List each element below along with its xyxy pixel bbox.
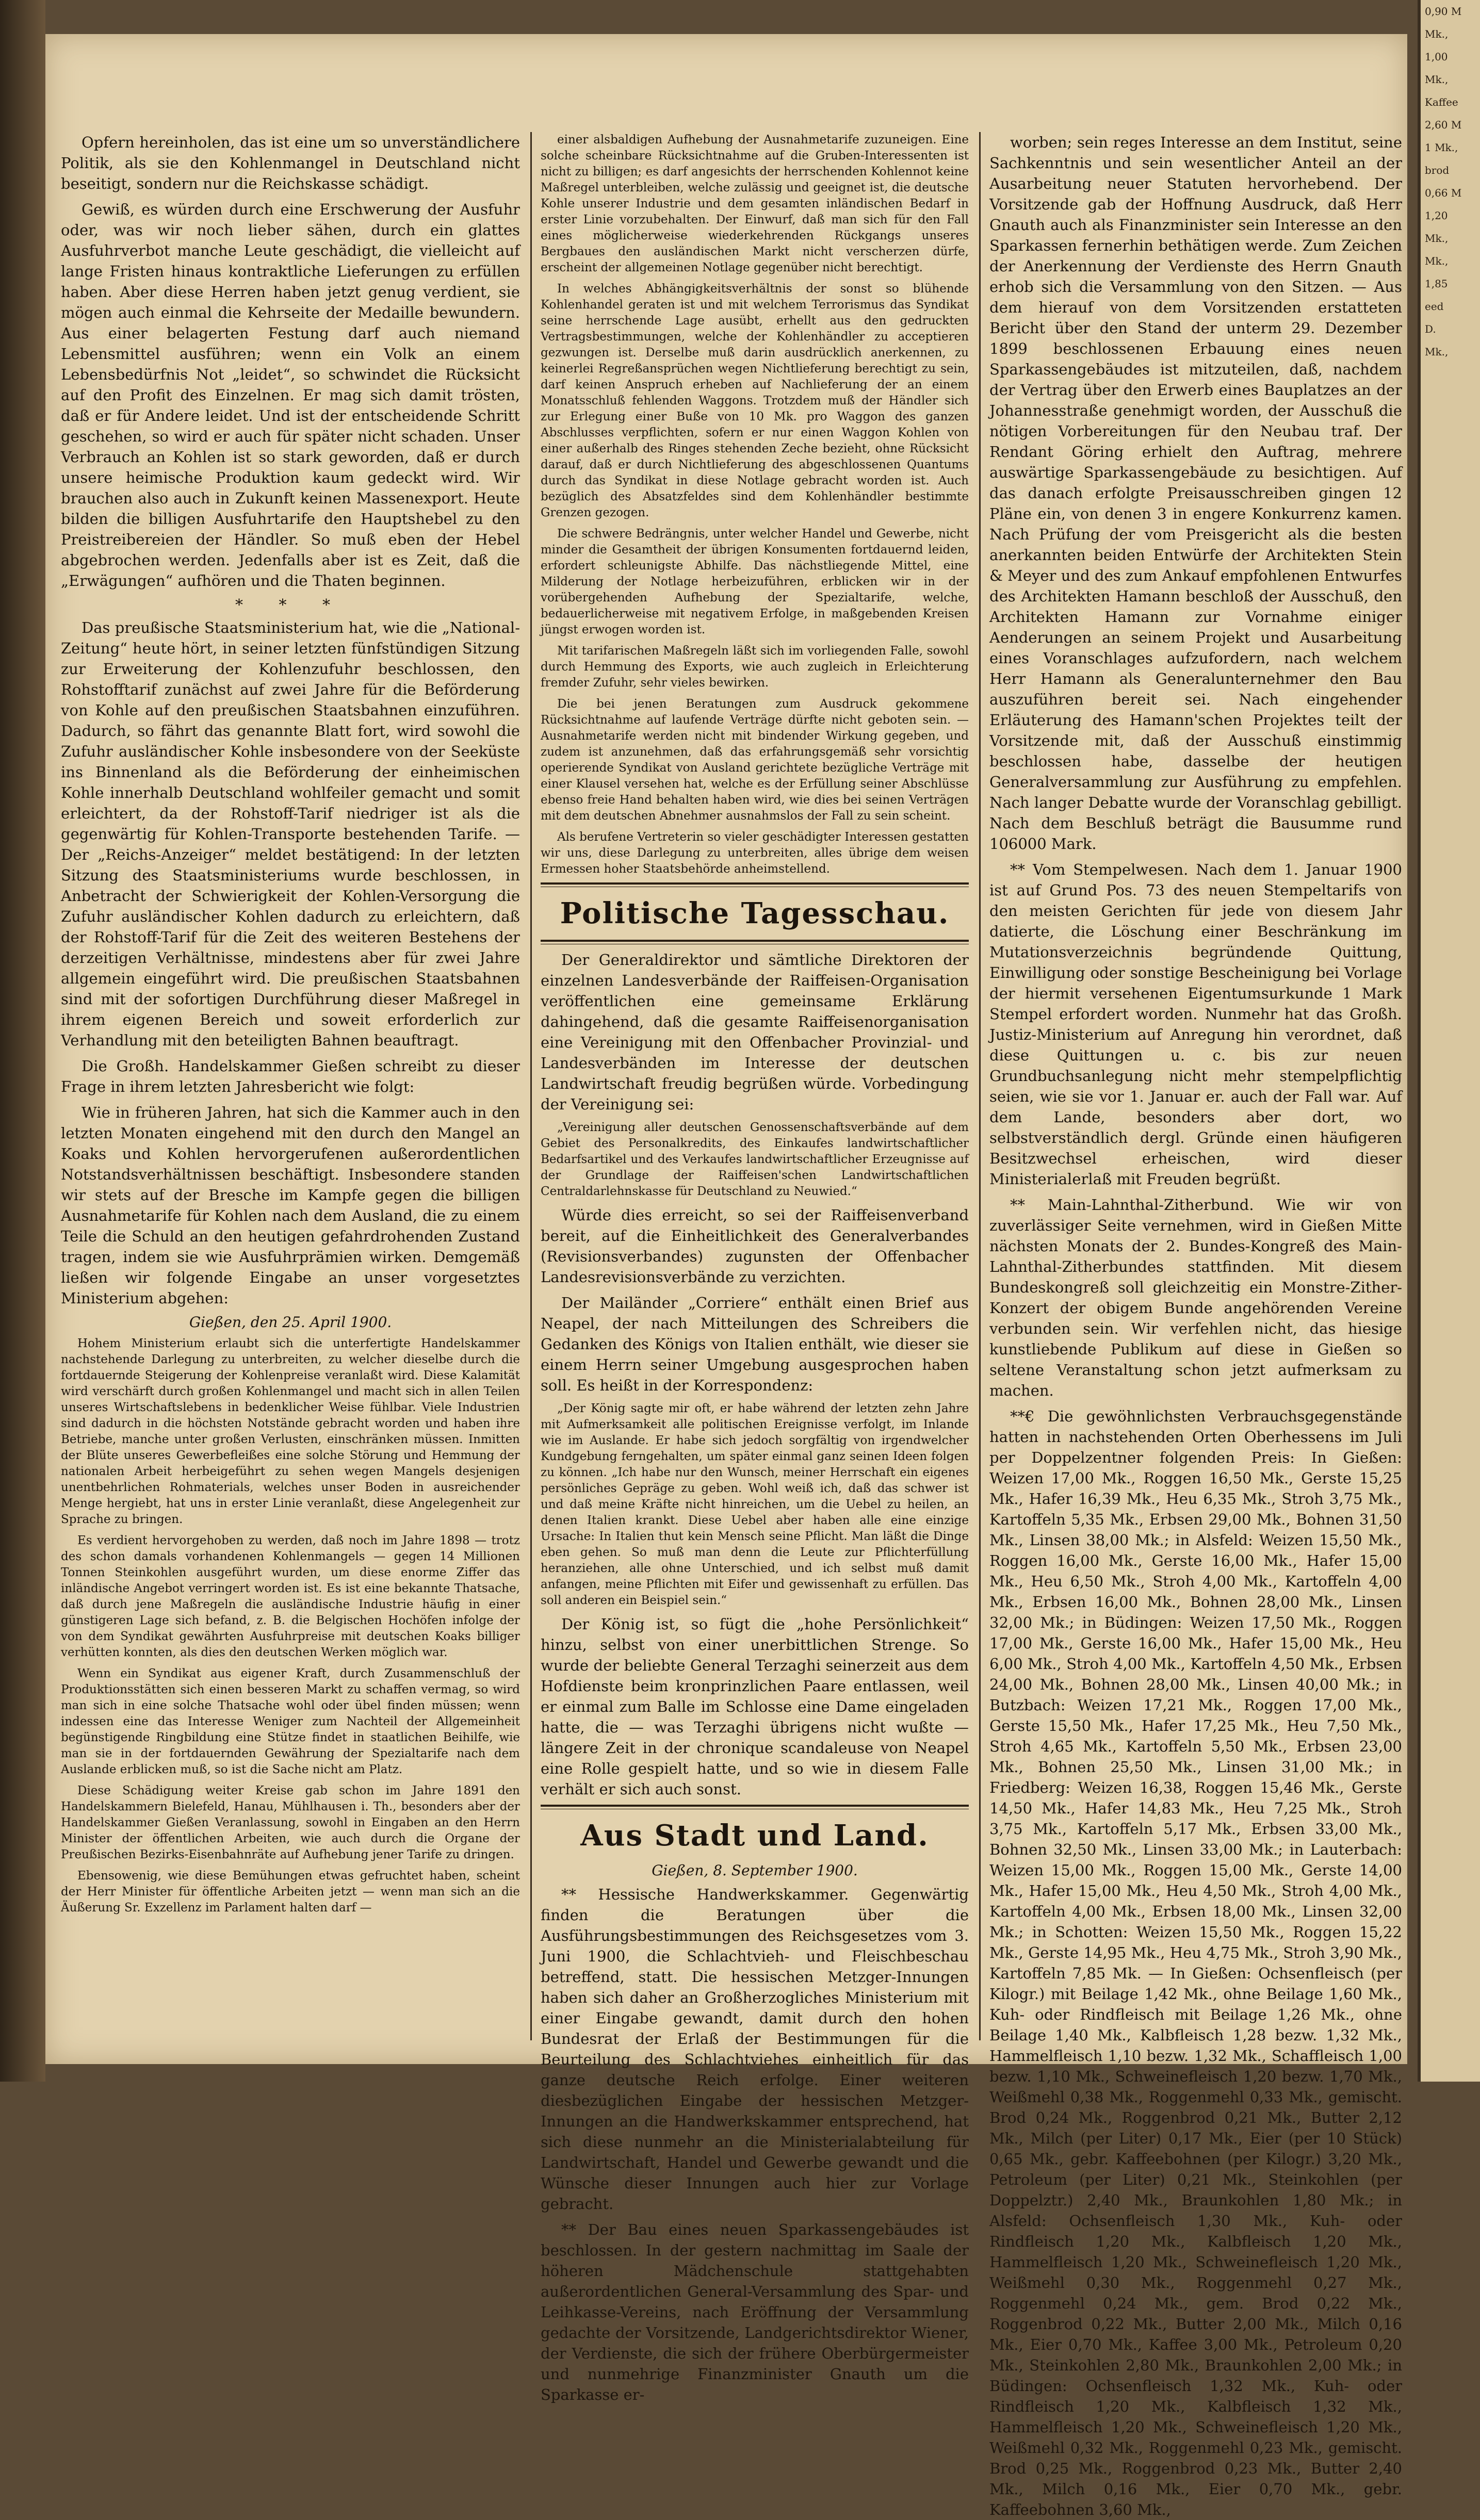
adjacent-page-edge [1418, 0, 1480, 2082]
article-paragraph: ** Hessische Handwerkskammer. Gegenwärtig finden die Beratungen über die Ausführungsbestimmungen des Reichsgesetzes vom 3. Juni 1900, die Schlachtvieh- und Fleischbeschau betreffend, statt. Die hessischen Metzger-Innungen haben sich daher an Großherzogliches Ministerium mit einer Eingabe gewandt, damit durch den hohen Bundesrat der Erlaß der Bestimmungen für die Beurteilung des Schlachtviehes einheitlich für das ganze deutsche Reich erfolge. Einer weiteren diesbezüglichen Eingabe der hessischen Metzger-Innungen an die Handwerkskammer entsprechend, hat sich diese nunmehr an die Ministerialabteilung für Landwirtschaft, Handel und Gewerbe gewandt und die Wünsche dieser Innungen auch hier zur Vorlage gebracht. [541, 1886, 969, 2213]
adjacent-page-fragment: 2,60 M [1425, 119, 1462, 131]
article-paragraph: Das preußische Staatsministerium hat, wie die „National-Zeitung“ heute hört, in seiner letzten fünfstündigen Sitzung zur Erweiterung der Kohlenzufuhr beschlossen, den Rohstofftarif zunächst auf zwei Jahre für die Beförderung von Kohle auf den preußischen Staatsbahnen einzuführen. Dadurch, so fährt das genannte Blatt fort, wird sowohl die Zufuhr ausländischer Kohle insbesondere von der Seeküste ins Binnenland als die Beförderung der einheimischen Kohle innerhalb Deutschland wohlfeiler gemacht und somit erleichtert, da der Rohstoff-Tarif niedriger ist als die gegenwärtig für Kohlen-Transporte bestehenden Tarife. — Der „Reichs-Anzeiger“ meldet bestätigend: In der letzten Sitzung des Staatsministeriums wurde beschlossen, in Anbetracht der Schwierigkeit der Kohlen-Versorgung die Zufuhr ausländischer Kohlen dadurch zu erleichtern, daß der Rohstoff-Tarif für die Zeit des weiteren Bestehens der derzeitigen Verhältnisse, mindestens aber für zwei Jahre allgemein eingeführt wird. Die preußischen Staatsbahnen sind mit der sofortigen Durchführung dieser Maßregel in ihrem eigenen Bereich und soweit erforderlich zur Verhandlung mit den beteiligten Bahnen beauftragt. [61, 619, 520, 1049]
adjacent-page-fragment: Kaffee [1425, 96, 1458, 108]
newspaper-page [45, 34, 1407, 2518]
adjacent-page-fragment: Mk., [1425, 232, 1449, 244]
article-paragraph: worben; sein reges Interesse an dem Institut, seine Sachkenntnis und sein wesentlicher Anteil an der Ausarbeitung neuer Statuten hervorhebend. Der Vorsitzende gab der Hoffnung Ausdruck, daß Herr Gnauth auch als Finanzminister sein Interesse an den Sparkassen fernerhin bethätigen werde. Zum Zeichen der Anerkennung der Verdienste des Herrn Gnauth erhob sich die Versammlung von den Sitzen. — Aus dem hierauf von dem Vorsitzenden erstatteten Bericht über den Stand der unterm 29. Dezember 1899 beschlossenen Erbauung eines neuen Sparkassengebäudes ist mitzuteilen, daß, nachdem der Vertrag über den Erwerb eines Bauplatzes an der Johannesstraße genehmigt worden, der Ausschuß die nötigen Vorbereitungen für den Neubau traf. Der Rendant Göring erhielt den Auftrag, mehrere auswärtige Sparkassengebäude zu besichtigen. Auf das danach erfolgte Preisausschreiben gingen 12 Pläne ein, von denen 3 in engere Konkurrenz kamen. Nach Prüfung der vom Preisgericht als die besten anerkannten beiden Entwürfe der Architekten Stein & Meyer und des zum Ankauf empfohlenen Entwurfes des Architekten Hamann beschloß der Ausschuß, den Architekten Hamann zur Vornahme einiger Aenderungen an seinem Projekt und Ausarbeitung eines Voranschlages aufzufordern, nach welchem Herr Hamann als Generalunternehmer den Bau auszuführen bereit sei. Nach eingehender Erläuterung des Hamann'schen Projektes teilt der Vorsitzende mit, daß der Ausschuß einstimmig beschlossen habe, dasselbe der heutigen Generalversammlung zur Ausführung zu empfehlen. Nach langer Debatte wurde der Voranschlag gebilligt. Nach dem Beschluß beträgt die Bausumme rund 106000 Mark. [989, 134, 1402, 853]
article-paragraph: Die Großh. Handelskammer Gießen schreibt zu dieser Frage in ihrem letzten Jahresbericht wie folgt: [61, 1057, 520, 1095]
adjacent-page-fragment: D. [1425, 323, 1436, 335]
article-paragraph: Es verdient hervorgehoben zu werden, daß noch im Jahre 1898 — trotz des schon damals vorhandenen Kohlenmangels — gegen 14 Millionen Tonnen Steinkohlen ausgeführt wurden, um diese enorme Ziffer das inländische Angebot verringert worden ist. Es ist eine bekannte Thatsache, daß durch jene Maßregeln die ausländische Industrie häufig in einer günstigeren Lage sich befand, z. B. die Belgischen Hochöfen infolge der von dem Syndikat gewährten Ausfuhrpreise mit deutschen Koaks billiger verhütten konnten, als dies den deutschen Werken möglich war. [61, 1534, 520, 1659]
column-2 [541, 132, 969, 2403]
article-paragraph: einer alsbaldigen Aufhebung der Ausnahmetarife zuzuneigen. Eine solche scheinbare Rücksichtnahme auf die Gruben-Interessenten ist nicht zu billigen; es darf angesichts der herrschenden Kohlennot keine Maßregel unterbleiben, welche zulässig und geeignet ist, die deutsche Kohle unserer Industrie und dem gesamten inländischen Bedarf in erster Linie vorzubehalten. Der Einwurf, daß man sich für den Fall eines möglicherweise wiederkehrenden Rückgangs unseres Bergbaues den ausländischen Markt nicht verscherzen dürfe, erscheint der allgemeinen Notlage gegenüber nicht berechtigt. [541, 133, 969, 274]
left-binding-edge [0, 0, 45, 2082]
article-paragraph: Als berufene Vertreterin so vieler geschädigter Interessen gestatten wir uns, diese Darlegung zu unterbreiten, alles übrige dem weisen Ermessen hoher Staatsbehörde anheimstellend. [541, 830, 969, 876]
article-paragraph: In welches Abhängigkeitsverhältnis der sonst so blühende Kohlenhandel geraten ist und mit welchem Terrorismus das Syndikat seine herrschende Lage ausübt, erhellt aus den gedruckten Vertragsbestimmungen, welche der Kohlenhändler zu acceptieren gezwungen ist. Derselbe muß darin ausdrücklich anerkennen, zu keinerlei Regreßansprüchen wegen Nichtlieferung berechtigt zu sein, darf keinen Anspruch erheben auf Nachlieferung der an einem Monatsschluß fehlenden Waggons. Trotzdem muß der Händler sich zur Erlegung einer Buße von 10 Mk. pro Waggon des ganzen Abschlusses verpflichten, sofern er nur einen Waggon Kohlen von einer außerhalb des Ringes stehenden Zeche bezieht, ohne Rücksicht darauf, daß er durch Nichtlieferung des abgeschlossenen Quantums durch das Syndikat in diese Notlage gebracht worden ist. Auch bezüglich des Absatzfeldes sind dem Kohlenhändler bestimmte Grenzen gezogen. [541, 282, 969, 519]
adjacent-page-fragment: Mk., [1425, 346, 1449, 358]
adjacent-page-fragment: 1,00 [1425, 51, 1448, 63]
dateline: Gießen, den 25. April 1900. [189, 1314, 392, 1331]
article-paragraph: Hohem Ministerium erlaubt sich die unterfertigte Handelskammer nachstehende Darlegung zu unterbreiten, zu welcher dieselbe durch die fortdauernde Steigerung der Kohlenpreise veranlaßt wird. Diese Kalamität wird verschärft durch großen Kohlenmangel und macht sich in allen Teilen unseres Wirtschaftslebens in bedenklicher Weise fühlbar. Viele Industrien sind dadurch in die höchsten Notstände gebracht worden und haben ihre Betriebe, manche unter großen Verlusten, einschränken müssen. Inmitten der Blüte unseres Gewerbefleißes eine solche Störung und Hemmung der nationalen Arbeit herbeigeführt zu sehen wegen Mangels desjenigen unentbehrlichen Rohmaterials, welches unser Boden in ausreichender Menge hergiebt, hat uns in erster Linie veranlaßt, diese Angelegenheit zur Sprache zu bringen. [61, 1337, 520, 1526]
adjacent-page-fragment: Mk., [1425, 255, 1449, 267]
article-paragraph: Die schwere Bedrängnis, unter welcher Handel und Gewerbe, nicht minder die Gesamtheit der übrigen Konsumenten fortdauernd leiden, erfordert schleunigste Abhilfe. Das nächstliegende Mittel, eine Milderung der Notlage herbeizuführen, erblicken wir in der vorübergehenden Aufhebung der Spezialtarife, welche, bedauerlicherweise mit negativem Erfolge, in maßgebenden Kreisen jüngst erwogen worden ist. [541, 527, 969, 636]
article-paragraph: Wenn ein Syndikat aus eigener Kraft, durch Zusammenschluß der Produktionsstätten sich einen besseren Markt zu schaffen vermag, so wird man sich in eine solche Thatsache wohl oder übel finden müssen; wenn indessen eine das Interesse Weniger zum Nachteil der Allgemeinheit begünstigende Ringbildung eine Stütze findet in staatlichen Beihilfe, wie man sie in der fortdauernden Gewährung der Spezialtarife nach dem Auslande erblicken muß, so ist die Sache nicht am Platz. [61, 1667, 520, 1776]
dateline: Gießen, 8. September 1900. [652, 1862, 858, 1879]
article-paragraph: Gewiß, es würden durch eine Erschwerung der Ausfuhr oder, was wir noch lieber sähen, durch ein glattes Ausfuhrverbot manche Leute geschädigt, die vielleicht auf lange Fristen hinaus kontraktliche Lieferungen zu erfüllen haben. Aber diese Herren haben jetzt genug verdient, sie mögen auch einmal die Kehrseite der Medaille bewundern. Aus einer belagerten Festung darf auch niemand Lebensmittel ausführen; wenn ein Volk an einem Lebensbedürfnis Not „leidet“, so schwindet die Rücksicht auf den Profit des Einzelnen. Er mag sich damit trösten, daß er für Andere leidet. Und ist der entscheidende Schritt geschehen, so wird er auch für später nicht schaden. Unser Verbrauch an Kohlen ist so stark geworden, daß er durch unsere heimische Produktion kaum gedeckt wird. Wir brauchen also auch in Zukunft keinen Massenexport. Heute bilden die billigen Ausfuhrtarife den Hauptshebel zu den Preistreibereien der Händler. So muß eben der Hebel abgebrochen werden. Jedenfalls aber ist es Zeit, daß die „Erwägungen“ aufhören und die Thaten beginnen. [61, 201, 520, 590]
article-paragraph: Opfern hereinholen, das ist eine um so unverständlichere Politik, als sie den Kohlenmangel in Deutschland nicht beseitigt, sondern nur die Reichskasse schädigt. [61, 134, 520, 192]
section-heading-city: Aus Stadt und Land. [580, 1819, 929, 1853]
section-rule [541, 882, 969, 887]
price-list-paragraph: **€ Die gewöhnlichsten Verbrauchsgegenstände hatten in nachstehenden Orten Oberhessens im Juli per Doppelzentner folgenden Preis: In Gießen: Weizen 17,00 Mk., Roggen 16,50 Mk., Gerste 15,25 Mk., Hafer 16,39 Mk., Heu 6,35 Mk., Stroh 3,75 Mk., Kartoffeln 5,35 Mk., Erbsen 29,00 Mk., Bohnen 31,50 Mk., Linsen 38,00 Mk.; in Alsfeld: Weizen 15,50 Mk., Roggen 16,00 Mk., Gerste 16,00 Mk., Hafer 15,00 Mk., Heu 6,50 Mk., Stroh 4,00 Mk., Kartoffeln 4,00 Mk., Erbsen 16,00 Mk., Bohnen 28,00 Mk., Linsen 32,00 Mk.; in Büdingen: Weizen 17,50 Mk., Roggen 17,00 Mk., Gerste 16,00 Mk., Hafer 15,00 Mk., Heu 6,00 Mk., Stroh 4,00 Mk., Kartoffeln 4,50 Mk., Erbsen 24,00 Mk., Bohnen 28,00 Mk., Linsen 40,00 Mk.; in Butzbach: Weizen 17,21 Mk., Roggen 17,00 Mk., Gerste 15,50 Mk., Hafer 17,25 Mk., Heu 7,50 Mk., Stroh 4,65 Mk., Kartoffeln 5,50 Mk., Erbsen 23,00 Mk., Bohnen 25,50 Mk., Linsen 31,00 Mk.; in Friedberg: Weizen 16,38, Roggen 15,46 Mk., Gerste 14,50 Mk., Hafer 14,83 Mk., Heu 7,25 Mk., Stroh 3,75 Mk., Kartoffeln 5,17 Mk., Erbsen 33,00 Mk., Bohnen 32,50 Mk., Linsen 33,00 Mk.; in Lauterbach: Weizen 15,00 Mk., Roggen 15,00 Mk., Gerste 14,00 Mk., Hafer 15,00 Mk., Heu 4,50 Mk., Stroh 4,00 Mk., Kartoffeln 4,00 Mk., Erbsen 18,00 Mk., Linsen 32,00 Mk.; in Schotten: Weizen 15,50 Mk., Roggen 15,22 Mk., Gerste 14,95 Mk., Heu 4,75 Mk., Stroh 3,90 Mk., Kartoffeln 7,85 Mk. — In Gießen: Ochsenfleisch (per Kilogr.) mit Beilage 1,42 Mk., ohne Beilage 1,60 Mk., Kuh- oder Rindfleisch mit Beilage 1,26 Mk., ohne Beilage 1,40 Mk., Kalbfleisch 1,28 bezw. 1,32 Mk., Hammelfleisch 1,10 bezw. 1,32 Mk., Schaffleisch 1,00 bezw. 1,10 Mk., Schweinefleisch 1,20 bezw. 1,70 Mk., Weißmehl 0,38 Mk., Roggenmehl 0,33 Mk., gemischt. Brod 0,24 Mk., Roggenbrod 0,21 Mk., Butter 2,12 Mk., Milch (per Liter) 0,17 Mk., Eier (per 10 Stück) 0,65 Mk., gebr. Kaffeebohnen (per Kilogr.) 3,20 Mk., Petroleum (per Liter) 0,21 Mk., Steinkohlen (per Doppelztr.) 2,40 Mk., Braunkohlen 1,80 Mk.; in Alsfeld: Ochsenfleisch 1,30 Mk., Kuh- oder Rindfleisch 1,20 Mk., Kalbfleisch 1,20 Mk., Hammelfleisch 1,20 Mk., Schweinefleisch 1,20 Mk., Weißmehl 0,30 Mk., Roggenmehl 0,27 Mk., Roggenmehl 0,24 Mk., gem. Brod 0,22 Mk., Roggenbrod 0,22 Mk., Butter 2,00 Mk., Milch 0,16 Mk., Eier 0,70 Mk., Kaffee 3,00 Mk., Petroleum 0,20 Mk., Steinkohlen 2,80 Mk., Braunkohlen 2,00 Mk.; in Büdingen: Ochsenfleisch 1,32 Mk., Kuh- oder Rindfleisch 1,20 Mk., Kalbfleisch 1,32 Mk., Hammelfleisch 1,20 Mk., Schweinefleisch 1,20 Mk., Weißmehl 0,32 Mk., Roggenmehl 0,23 Mk., gemischt. Brod 0,25 Mk., Roggenbrod 0,23 Mk., Butter 2,40 Mk., Milch 0,16 Mk., Eier 0,70 Mk., gebr. Kaffeebohnen 3,60 Mk., [989, 1408, 1402, 2518]
adjacent-page-fragment: brod [1425, 164, 1450, 176]
article-paragraph: Die bei jenen Beratungen zum Ausdruck gekommene Rücksichtnahme auf laufende Verträge dürfte nicht geboten sein. — Ausnahmetarife werden nicht mit bindender Wirkung gegeben, und zudem ist anzunehmen, daß das erfahrungsgemäß sehr vorsichtig operierende Syndikat von Ausland gerichtete bezügliche Verträge mit einer Klausel versehen hat, welche es der Erfüllung seiner Abschlüsse ebenso freie Hand behalten haben wird, wie dies bei seinen Verträgen mit dem deutschen Abnehmer ausnahmslos der Fall zu sein scheint. [541, 697, 969, 823]
section-rule [541, 940, 969, 944]
article-paragraph: Diese Schädigung weiter Kreise gab schon im Jahre 1891 den Handelskammern Bielefeld, Hanau, Mühlhausen i. Th., besonders aber der Handelskammer Gießen Veranlassung, sowohl in Eingaben an den Herrn Minister der öffentlichen Arbeiten, wie auch durch die Organe der Preußischen Bezirks-Eisenbahnräte auf Aufhebung jener Tarife zu dringen. [61, 1784, 520, 1861]
article-paragraph: „Vereinigung aller deutschen Genossenschaftsverbände auf dem Gebiet des Personalkredits, des Einkaufes landwirtschaftlicher Bedarfsartikel und des Verkaufes landwirtschaftlicher Erzeugnisse auf der Grundlage der Raiffeisen'schen Landwirtschaftlichen Centraldarlehnskasse für Deutschland zu Neuwied.“ [541, 1121, 969, 1198]
column-rule [979, 132, 981, 2040]
column-1 [61, 132, 520, 2051]
article-paragraph: „Der König sagte mir oft, er habe während der letzten zehn Jahre mit Aufmerksamkeit alle politischen Ereignisse verfolgt, im Inlande wie im Auslande. Er habe sich jedoch sorgfältig von irgendwelcher Kundgebung ferngehalten, um später einmal ganz seinen Ideen folgen zu können. „Ich habe nur den Wunsch, meiner Herrschaft ein eigenes persönliches Gepräge zu geben. Wohl weiß ich, daß das schwer ist und daß meine Kräfte nicht hinreichen, um die Uebel zu heilen, an denen Italien krankt. Diese Uebel aber haben alle eine einzige Ursache: In Italien thut kein Mensch seine Pflicht. Man läßt die Dinge eben gehen. So muß man denn die Leute zur Pflichterfüllung heranziehen, alle ohne Unterschied, und ich selbst muß damit anfangen, meine Pflichten mit Eifer und gewissenhaft zu erfüllen. Das soll anderen ein Beispiel sein.“ [541, 1402, 969, 1607]
article-paragraph: ** Vom Stempelwesen. Nach dem 1. Januar 1900 ist auf Grund Pos. 73 des neuen Stempeltarifs von den meisten Gerichten für jede von diesem Jahr datierte, die Löschung einer Beschränkung im Mutationsverzeichnis begründende Quittung, Einwilligung oder sonstige Bescheinigung bei Vorlage der hiermit versehenen Eigentumsurkunde 1 Mark Stempel erfordert worden. Nunmehr hat das Großh. Justiz-Ministerium auf Anregung hin verordnet, daß diese Quittungen u. c. bis zur neuen Grundbuchsanlegung nicht mehr stempelpflichtig seien, wie sie vor 1. Januar er. auch der Fall war. Auf dem Lande, besonders aber dort, wo selbstverständlich dergl. Gründe einen häufigeren Besitzwechsel erheischen, wird dieser Ministerialerlaß mit Freuden begrüßt. [989, 861, 1402, 1188]
article-paragraph: ** Main-Lahnthal-Zitherbund. Wie wir von zuverlässiger Seite vernehmen, wird in Gießen Mitte nächsten Monats der 2. Bundes-Kongreß des Main-Lahnthal-Zitherbundes stattfinden. Mit diesem Bundeskongreß soll gleichzeitig ein Monstre-Zither-Konzert der obigem Bunde angehörenden Vereine verbunden sein. Wir verfehlen nicht, das hiesige kunstliebende Publikum auf diese in Gießen so seltene Veranstaltung schon jetzt aufmerksam zu machen. [989, 1196, 1402, 1399]
section-separator: * * * [235, 596, 346, 614]
article-paragraph: Der Mailänder „Corriere“ enthält einen Brief aus Neapel, der nach Mitteilungen des Schreibers die Gedanken des Königs von Italien enthält, wie dieser sie einem Herrn seiner Umgebung ausgesprochen haben soll. Es heißt in der Korrespondenz: [541, 1294, 969, 1394]
section-heading-politics: Politische Tagesschau. [560, 896, 950, 930]
article-paragraph: ** Der Bau eines neuen Sparkassengebäudes ist beschlossen. In der gestern nachmittag im Saale der höheren Mädchenschule stattgehabten außerordentlichen General-Versammlung des Spar- und Leihkasse-Vereins, nach Eröffnung der Versammlung gedachte der Vorsitzende, Landgerichtsdirektor Wiener, der Verdienste, die sich der frühere Oberbürgermeister und nunmehrige Finanzminister Gnauth um die Sparkasse er- [541, 2221, 969, 2403]
article-paragraph: Der König ist, so fügt die „hohe Persönlichkeit“ hinzu, selbst von einer unerbittlichen Strenge. So wurde der beliebte General Terzaghi seinerzeit aus dem Hofdienste beim kronprinzlichen Paare entlassen, weil er einmal zum Balle im Schlosse eine Dame eingeladen hatte, die — was Terzaghi übrigens nicht wußte — längere Zeit in der chronique scandaleuse von Neapel eine Rolle gespielt hatte, und so wie in diesem Falle verhält er sich auch sonst. [541, 1615, 969, 1798]
article-paragraph: Würde dies erreicht, so sei der Raiffeisenverband bereit, auf die Einheitlichkeit des Generalverbandes (Revisionsverbandes) zugunsten der Offenbacher Landesrevisionsverbände zu verzichten. [541, 1206, 969, 1286]
adjacent-page-fragment: 1 Mk., [1425, 141, 1458, 154]
column-rule [530, 132, 532, 2040]
column-3 [989, 132, 1402, 2518]
article-paragraph: Ebensowenig, wie diese Bemühungen etwas gefruchtet haben, scheint der Herr Minister für öffentliche Arbeiten jetzt — wenn man sich an die Äußerung Sr. Exzellenz im Parlament halten darf — [61, 1869, 520, 1914]
adjacent-page-fragment: Mk., [1425, 28, 1449, 40]
adjacent-page-fragment: 1,85 [1425, 277, 1448, 290]
article-paragraph: Mit tarifarischen Maßregeln läßt sich im vorliegenden Falle, sowohl durch Hemmung des Exports, wie auch zugleich in Erleichterung fremder Zufuhr, sehr vieles bewirken. [541, 644, 969, 690]
article-paragraph: Wie in früheren Jahren, hat sich die Kammer auch in den letzten Monaten eingehend mit den durch den Mangel an Koaks und Kohlen hervorgerufenen außerordentlichen Notstandsverhältnissen beschäftigt. Insbesondere standen wir stets auf der Bresche im Kampfe gegen die billigen Ausnahmetarife für Kohlen nach dem Ausland, die zu einem Teile die Schuld an den heutigen gefahrdrohenden Zustand tragen, indem sie wie Ausfuhrprämien wirken. Demgemäß ließen wir folgende Eingabe an unser vorgesetztes Ministerium abgehen: [61, 1104, 520, 1307]
adjacent-page-fragment: 0,90 M [1425, 5, 1462, 18]
section-rule [541, 1805, 969, 1809]
adjacent-page-fragment: eed [1425, 300, 1444, 313]
adjacent-page-fragment: Mk., [1425, 73, 1449, 86]
article-paragraph: Der Generaldirektor und sämtliche Direktoren der einzelnen Landesverbände der Raiffeisen-Organisation veröffentlichen eine gemeinsame Erklärung dahingehend, daß die gesamte Raiffeisenorganisation eine Vereinigung mit den Offenbacher Provinzial- und Landesverbänden im Interesse der deutschen Landwirtschaft freudig begrüßen würde. Vorbedingung der Vereinigung sei: [541, 951, 969, 1113]
adjacent-page-fragment: 1,20 [1425, 209, 1448, 222]
adjacent-page-fragment: 0,66 M [1425, 187, 1462, 199]
